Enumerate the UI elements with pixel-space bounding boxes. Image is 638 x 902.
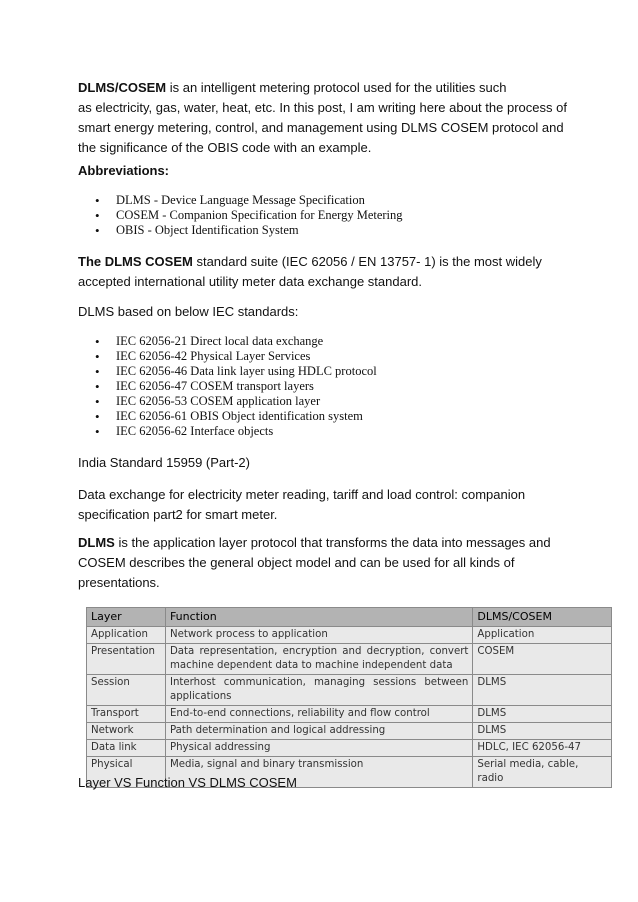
list-item: • IEC 62056-42 Physical Layer Services [95,349,377,364]
cell-dlms-cosem: Serial media, cable, radio [473,757,612,788]
cell-layer: Transport [87,706,166,723]
table-row [87,706,612,723]
cell-dlms-cosem: COSEM [473,644,612,675]
cell-layer: Session [87,675,166,706]
intro-term: DLMS/COSEM [78,80,167,95]
suite-term: The DLMS COSEM [78,254,193,269]
table-row [87,740,612,757]
standards-list [95,334,377,439]
cell-function: Interhost communication, managing sessions between applications [165,675,472,706]
table-row [87,723,612,740]
cell-dlms-cosem: HDLC, IEC 62056-47 [473,740,612,757]
dlms-paragraph: DLMS is the application layer protocol that transforms the data into messages and COSEM describes the general object model and can be used for all kinds of presentations. [78,535,551,590]
list-item: • COSEM - Companion Specification for Energy Metering [95,208,403,223]
column-header-layer: Layer [87,608,166,627]
list-item: • IEC 62056-47 COSEM transport layers [95,379,377,394]
table-row [87,644,612,675]
cell-layer: Application [87,627,166,644]
cell-function: Physical addressing [165,740,472,757]
abbreviations-heading: Abbreviations: [78,163,170,178]
cell-function: Media, signal and binary transmission [165,757,472,788]
list-item: • IEC 62056-21 Direct local data exchange [95,334,377,349]
cell-function: Network process to application [165,627,472,644]
cell-function: End-to-end connections, reliability and flow control [165,706,472,723]
data-exchange-paragraph: Data exchange for electricity meter reading, tariff and load control: companion specification part2 for smart meter. [78,487,526,522]
table-row [87,675,612,706]
column-header-dlms-cosem: DLMS/COSEM [473,608,612,627]
cell-layer: Presentation [87,644,166,675]
cell-dlms-cosem: DLMS [473,706,612,723]
cell-layer: Physical [87,757,166,788]
cell-layer: Network [87,723,166,740]
table-caption: Layer VS Function VS DLMS COSEM [78,775,297,790]
intro-paragraph: DLMS/COSEM is an intelligent metering protocol used for the utilities such as electricity, gas, water, heat, etc. In this post, I am writing here about the process of smart energy metering, control, and management using DLMS COSEM protocol and the significance of the OBIS code with an example. [78,80,567,155]
india-standard: India Standard 15959 (Part-2) [78,455,250,470]
cell-dlms-cosem: DLMS [473,723,612,740]
column-header-function: Function [165,608,472,627]
dlms-term: DLMS [78,535,115,550]
list-item: • IEC 62056-46 Data link layer using HDLC protocol [95,364,377,379]
cell-dlms-cosem: Application [473,627,612,644]
standards-intro: DLMS based on below IEC standards: [78,304,299,319]
cell-dlms-cosem: DLMS [473,675,612,706]
table-row [87,627,612,644]
list-item: • IEC 62056-62 Interface objects [95,424,377,439]
list-item: • OBIS - Object Identification System [95,223,403,238]
cell-function: Data representation, encryption and decryption, convert machine dependent data to machine independent data [165,644,472,675]
table-header-row [87,608,612,627]
cell-function: Path determination and logical addressing [165,723,472,740]
abbreviations-list [95,193,403,238]
list-item: • DLMS - Device Language Message Specification [95,193,403,208]
list-item: • IEC 62056-53 COSEM application layer [95,394,377,409]
layer-table [86,607,612,788]
cell-layer: Data link [87,740,166,757]
list-item: • IEC 62056-61 OBIS Object identification system [95,409,377,424]
suite-paragraph: The DLMS COSEM standard suite (IEC 62056 / EN 13757- 1) is the most widely accepted international utility meter data exchange standard. [78,254,542,289]
